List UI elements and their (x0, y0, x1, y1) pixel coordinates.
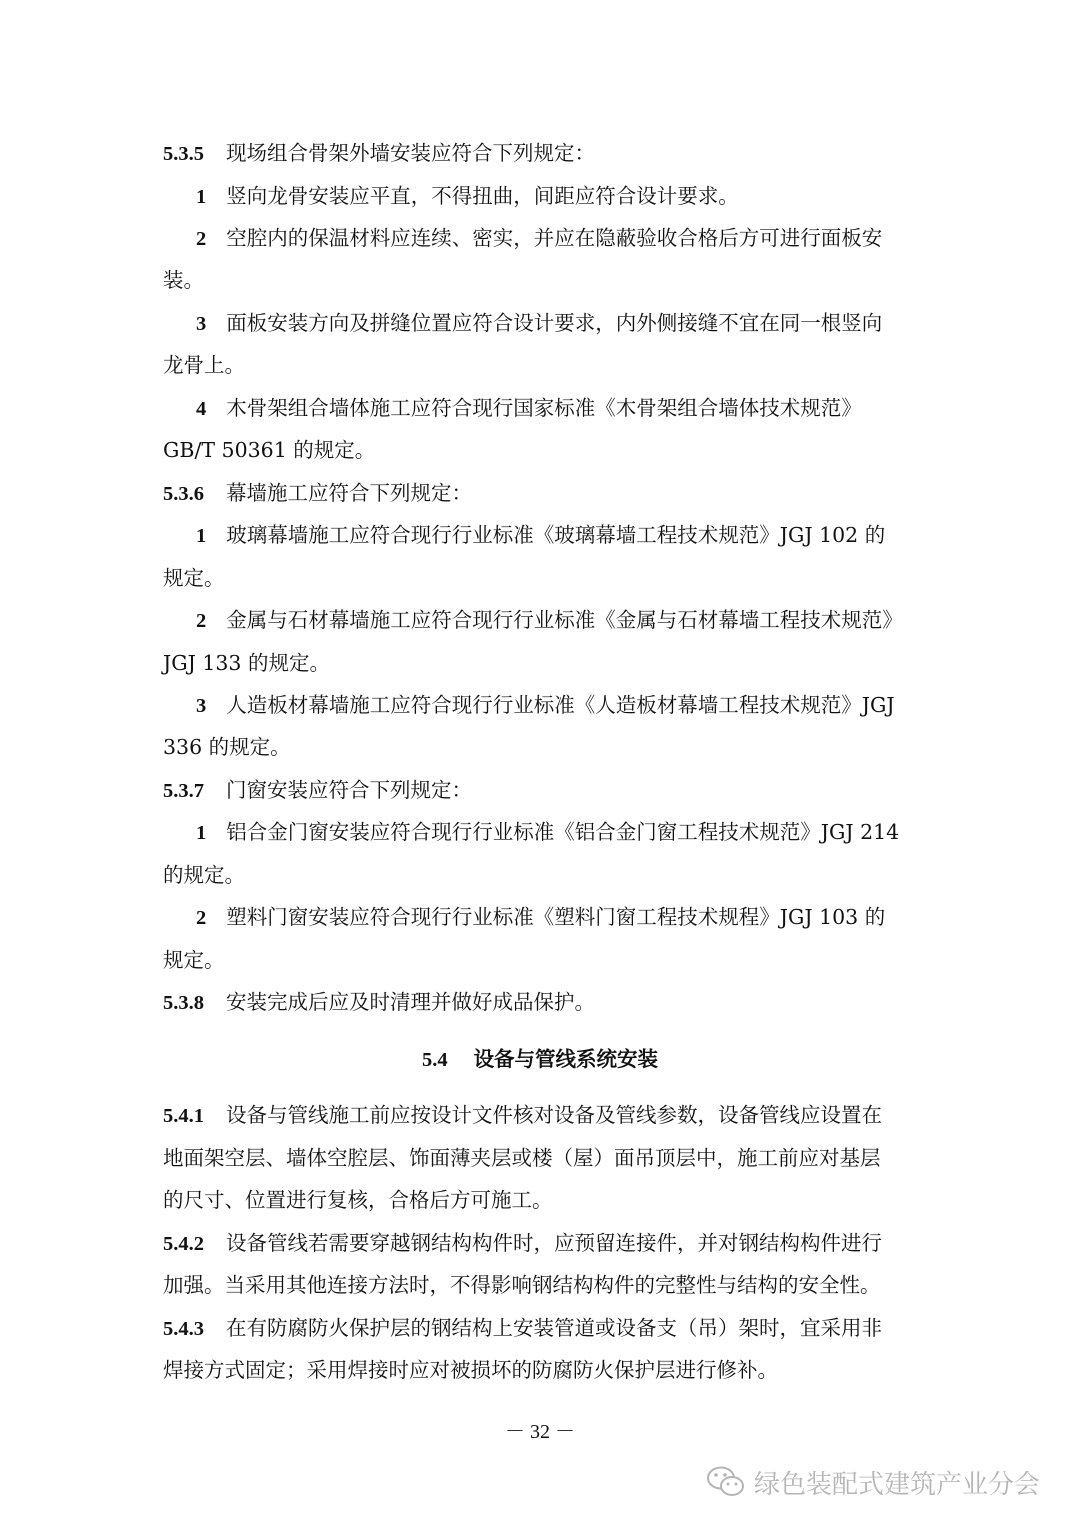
watermark-text: 绿色装配式建筑产业分会 (754, 1469, 1041, 1500)
list-item (196, 605, 956, 636)
item-text-continued: 龙骨上。 (163, 353, 245, 377)
item-number: 2 (196, 907, 207, 929)
clause-text: 设备与管线施工前应按设计文件核对设备及管线参数，设备管线应设置在 (226, 1103, 882, 1127)
item-number: 1 (196, 186, 207, 208)
clause-5-4-1 (163, 1100, 923, 1131)
item-number: 1 (196, 525, 207, 547)
item-text: 铝合金门窗安装应符合现行行业标准《铝合金门窗工程技术规范》JGJ 214 (226, 820, 900, 844)
item-text-continued: JGJ 133 的规定。 (163, 651, 330, 675)
clause-text: 幕墙施工应符合下列规定： (226, 481, 472, 505)
wechat-icon (706, 1465, 746, 1499)
list-item (196, 520, 956, 551)
clause-text-continued: 焊接方式固定；采用焊接时应对被损坏的防腐防火保护层进行修补。 (163, 1358, 778, 1382)
clause-text-continued: 地面架空层、墙体空腔层、饰面薄夹层或楼（屋）面吊顶层中，施工前应对基层 (163, 1146, 881, 1170)
item-number: 4 (196, 398, 207, 420)
list-item (196, 817, 956, 848)
clause-text: 设备管线若需要穿越钢结构构件时，应预留连接件，并对钢结构构件进行 (226, 1231, 882, 1255)
clause-5-3-6 (163, 478, 923, 509)
clause-5-3-5 (163, 138, 923, 169)
item-number: 1 (196, 822, 207, 844)
item-text: 人造板材幕墙施工应符合现行行业标准《人造板材幕墙工程技术规范》JGJ (226, 693, 895, 717)
list-item (196, 181, 956, 212)
list-item (196, 393, 956, 424)
clause-5-3-7 (163, 775, 923, 806)
clause-text: 在有防腐防火保护层的钢结构上安装管道或设备支（吊）架时，宜采用非 (226, 1316, 882, 1340)
section-heading (0, 1044, 1080, 1075)
item-text-continued: 规定。 (163, 948, 225, 972)
clause-number: 5.3.6 (163, 483, 204, 505)
list-item (196, 902, 956, 933)
item-text-continued: 规定。 (163, 566, 225, 590)
item-text: 木骨架组合墙体施工应符合现行国家标准《木骨架组合墙体技术规范》 (226, 396, 862, 420)
list-item (196, 223, 956, 254)
clause-text: 安装完成后应及时清理并做好成品保护。 (226, 990, 595, 1014)
clause-text-continued: 的尺寸、位置进行复核，合格后方可施工。 (163, 1188, 553, 1212)
clause-number: 5.3.8 (163, 992, 204, 1014)
item-number: 2 (196, 228, 207, 250)
clause-number: 5.3.7 (163, 780, 204, 802)
clause-number: 5.3.5 (163, 143, 204, 165)
clause-5-4-3 (163, 1313, 923, 1344)
clause-text: 门窗安装应符合下列规定： (226, 778, 472, 802)
clause-number: 5.4.3 (163, 1318, 204, 1340)
item-text: 竖向龙骨安装应平直，不得扭曲，间距应符合设计要求。 (226, 184, 739, 208)
item-text-continued: 336 的规定。 (163, 735, 291, 759)
list-item (196, 308, 956, 339)
clause-number: 5.4.2 (163, 1233, 204, 1255)
clause-5-4-2 (163, 1228, 923, 1259)
heading-number: 5.4 (421, 1049, 448, 1071)
item-number: 3 (196, 695, 207, 717)
clause-text-continued: 加强。当采用其他连接方法时，不得影响钢结构构件的完整性与结构的安全性。 (163, 1273, 881, 1297)
clause-text: 现场组合骨架外墙安装应符合下列规定： (226, 141, 595, 165)
item-number: 3 (196, 313, 207, 335)
item-text: 金属与石材幕墙施工应符合现行行业标准《金属与石材幕墙工程技术规范》 (226, 608, 903, 632)
item-text: 塑料门窗安装应符合现行行业标准《塑料门窗工程技术规程》JGJ 103 的 (226, 905, 886, 929)
item-text: 空腔内的保温材料应连续、密实，并应在隐蔽验收合格后方可进行面板安 (226, 226, 883, 250)
list-item (196, 690, 956, 721)
item-number: 2 (196, 610, 207, 632)
item-text: 玻璃幕墙施工应符合现行行业标准《玻璃幕墙工程技术规范》JGJ 102 的 (226, 523, 886, 547)
clause-5-3-8 (163, 987, 923, 1018)
item-text: 面板安装方向及拼缝位置应符合设计要求，内外侧接缝不宜在同一根竖向 (226, 311, 883, 335)
item-text-continued: 的规定。 (163, 863, 245, 887)
item-text-continued: 装。 (163, 268, 204, 292)
watermark (706, 1462, 1040, 1502)
page-number: － 32 － (505, 1421, 575, 1443)
item-text-continued: GB/T 50361 的规定。 (163, 438, 376, 462)
heading-title: 设备与管线系统安装 (473, 1047, 659, 1071)
clause-number: 5.4.1 (163, 1105, 204, 1127)
